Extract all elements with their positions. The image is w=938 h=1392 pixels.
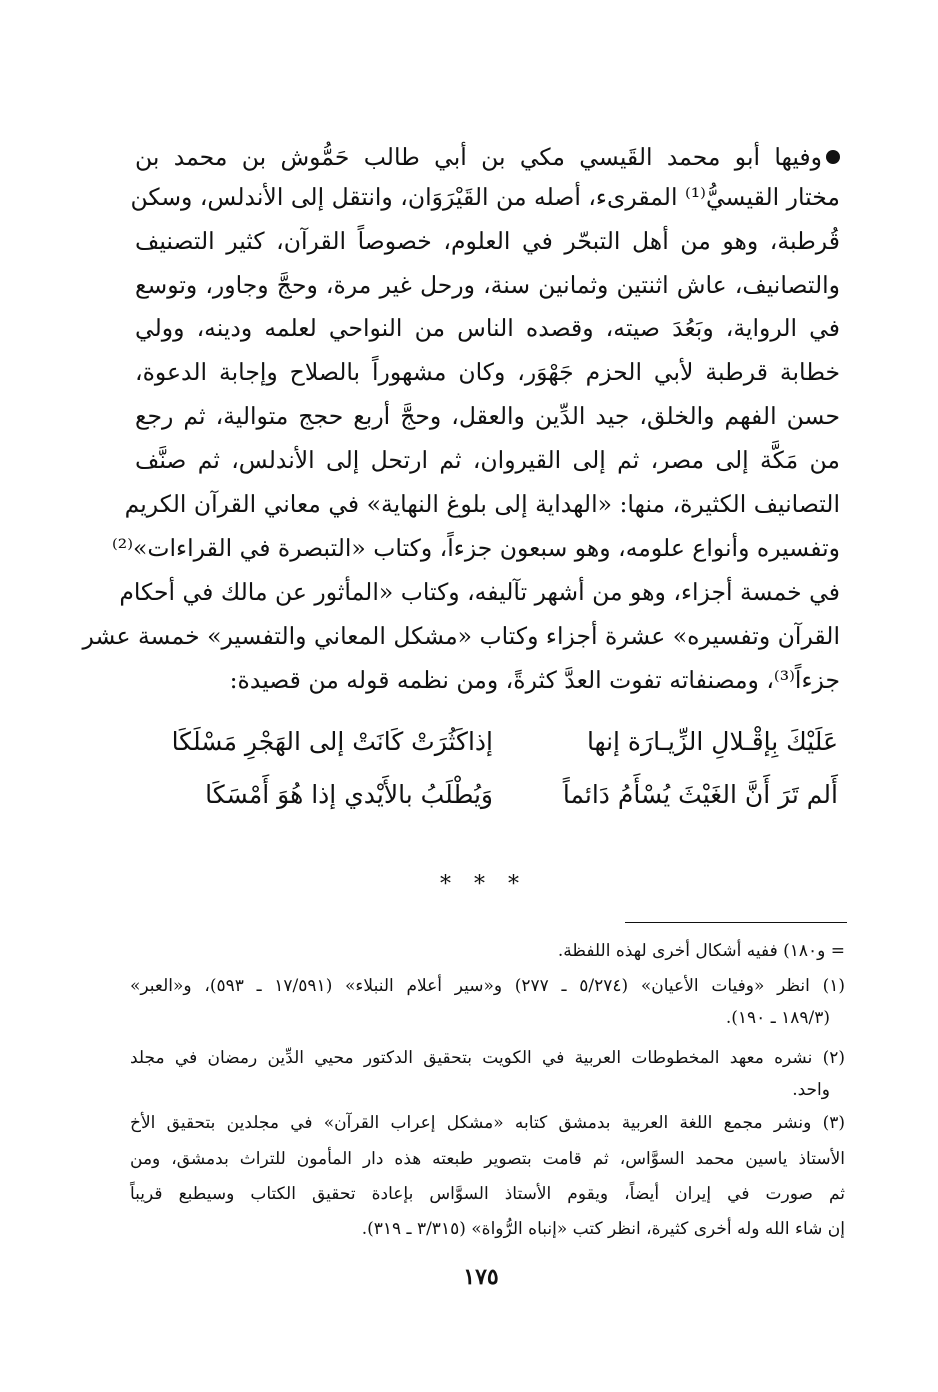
section-separator: * * * [440,872,527,897]
paragraph-line-2: مختار القيسيُّ⁽¹⁾ المقرىء، أصله من القَيْرَوَان، وانتقل إلى الأندلس، وسكن [130,183,840,211]
paragraph-line-8: من مَكَّة إلى مصر، ثم إلى القيروان، ثم ارتحل إلى الأندلس، ثم صنَّف [135,446,840,474]
paragraph-line-10: وتفسيره وأنواع علومه، وهو سبعون جزءاً، وكتاب «التبصرة في القراءات»⁽²⁾ [112,534,840,562]
verse-1-second-hemistich: إذاكَثُرَتْ كَانَتْ إلى الهَجْرِ مَسْلَكَا [171,727,493,756]
paragraph-line-9: التصانيف الكثيرة، منها: «الهداية إلى بلوغ النهاية» في معاني القرآن الكريم [124,490,840,518]
paragraph-line-7: حسن الفهم والخلق، جيد الدِّين والعقل، وحجَّ أربع حجج متوالية، ثم رجع [135,402,840,430]
paragraph-line-6: خطابة قرطبة لأبي الحزم جَهْوَر، وكان مشهوراً بالصلاح وإجابة الدعوة، [135,358,840,386]
footnote-1-line-1: (١) انظر «وفيات الأعيان» (٥/٢٧٤ ـ ٢٧٧) و«سير أعلام النبلاء» (١٧/٥٩١ ـ ٥٩٣)، و«العبر» [130,976,846,996]
verse-1-first-hemistich: عَلَيْكَ بِإقْـلالِ الزِّيـارَة إنها [586,727,838,756]
bullet-icon [826,150,840,164]
footnote-3-line-3: ثم صورت في إيران أيضاً، ويقوم الأستاذ السوَّاس بإعادة تحقيق الكتاب وسيطبع قريباً [130,1184,845,1204]
footnote-3-line-4: إن شاء الله وله أخرى كثيرة، انظر كتب «إنباه الرُّواة» (٣/٣١٥ ـ ٣١٩). [361,1219,845,1239]
verse-2-first-hemistich: أَلم تَرَ أَنَّ الغَيْثَ يُسْأَمُ دَائماً [562,780,838,809]
footnote-divider [625,922,847,923]
footnote-continuation: = و١٨٠) ففيه أشكال أخرى لهذه اللفظة. [557,941,845,961]
paragraph-line-13: جزءاً⁽³⁾، ومصنفاته تفوت العدَّ كثرةً، ومن نظمه قوله من قصيدة: [229,666,840,694]
paragraph-line-1: وفيها أبو محمد القَيسي مكي بن أبي طالب حَمُّوش بن محمد بن [135,143,840,171]
paragraph-line-12: القرآن وتفسيره» عشرة أجزاء وكتاب «مشكل المعاني والتفسير» خمسة عشر [82,622,840,650]
paragraph-line-4: والتصانيف، عاش اثنتين وثمانين سنة، ورحل غير مرة، وحجَّ وجاور، وتوسع [135,271,840,299]
paragraph-line-11: في خمسة أجزاء، وهو من أشهر تآليفه، وكتاب «المأثور عن مالك في أحكام [119,578,840,606]
footnote-3-line-2: الأستاذ ياسين محمد السوَّاس، ثم قامت بتصوير طبعته هذه دار المأمون للتراث بدمشق، ومن [130,1149,845,1169]
footnote-3-line-1: (٣) ونشر مجمع اللغة العربية بدمشق كتابه «مشكل إعراب القرآن» في مجلدين بتحقيق الأخ [130,1113,845,1133]
footnote-2-line-1: (٢) نشره معهد المخطوطات العربية في الكويت بتحقيق الدكتور محيي الدِّين رمضان في مجلد [130,1048,845,1068]
paragraph-line-5: في الرواية، وبَعُدَ صيته، وقصده الناس من النواحي لعلمه ودينه، وولي [135,314,840,342]
footnote-1-line-2: (١٨٩/٣ ـ ١٩٠). [725,1008,830,1028]
paragraph-line-3: قُرطبة، وهو من أهل التبحّر في العلوم، خصوصاً القرآن، كثير التصنيف [135,227,840,255]
verse-2-second-hemistich: وَيُطْلَبُ بالأَيْدي إذا هُوَ أَمْسَكَا [205,780,493,809]
page-number: ١٧٥ [463,1264,499,1290]
footnote-2-line-2: واحد. [792,1080,830,1100]
